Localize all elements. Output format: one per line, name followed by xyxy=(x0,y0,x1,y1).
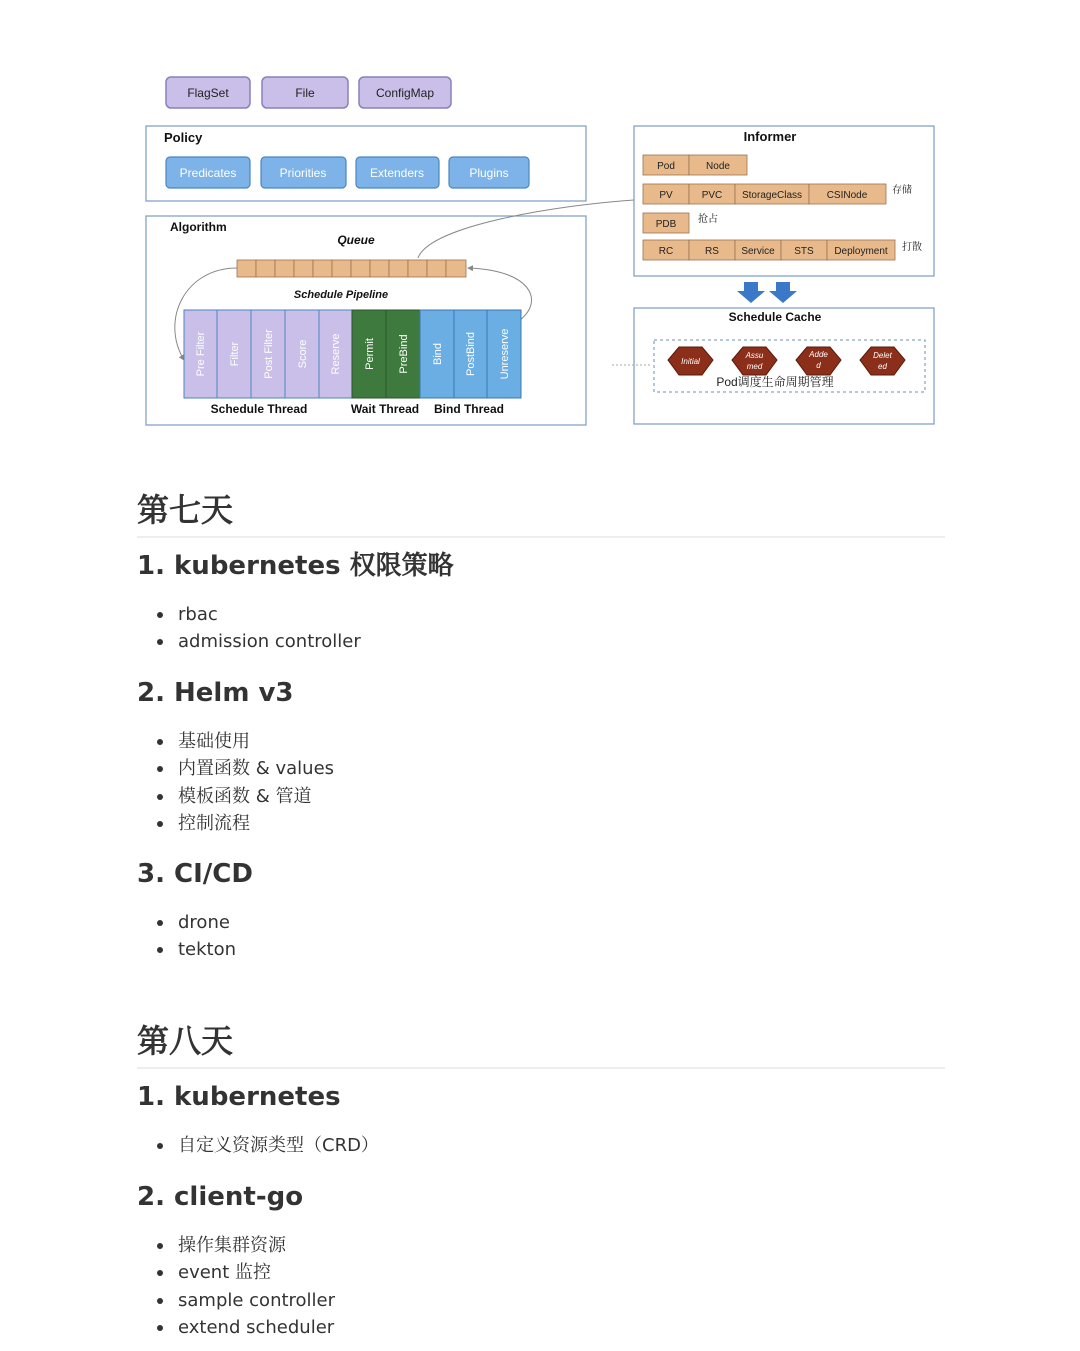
informer-pv: PV xyxy=(659,190,673,201)
priorities-button: Priorities xyxy=(279,166,327,180)
list-cicd xyxy=(137,909,236,964)
schedule-pipeline-label: Schedule Pipeline xyxy=(293,289,389,301)
section-heading-day8: 第八天 xyxy=(137,1021,945,1069)
queue-label: Queue xyxy=(337,233,375,247)
list-helm xyxy=(137,728,334,837)
policy-box xyxy=(146,126,586,201)
informer-node: Node xyxy=(706,161,730,172)
svg-text:d: d xyxy=(816,361,821,370)
list-kubernetes xyxy=(137,1132,379,1159)
stage-prebind: PreBind xyxy=(398,334,410,374)
svg-text:Delet: Delet xyxy=(873,351,892,360)
cache-caption: Pod调度生命周期管理 xyxy=(716,375,834,389)
down-arrows-icon xyxy=(737,282,797,303)
informer-preempt-note: 抢占 xyxy=(698,214,718,225)
informer-storageclass: StorageClass xyxy=(741,190,803,201)
list-item: tekton xyxy=(137,936,236,963)
informer-box xyxy=(634,126,934,276)
policy-title: Policy xyxy=(164,130,203,145)
stage-pre-filter: Pre Filter xyxy=(195,331,207,377)
svg-text:med: med xyxy=(746,362,763,371)
list-item: 基础使用 xyxy=(137,728,334,755)
subheading-kubernetes: 1. kubernetes xyxy=(137,1082,341,1112)
algorithm-title: Algorithm xyxy=(170,220,227,234)
stage-permit: Permit xyxy=(364,338,376,370)
stage-score: Score xyxy=(297,339,309,369)
list-item: 自定义资源类型（CRD） xyxy=(137,1132,379,1159)
list-k8s-permission xyxy=(137,601,361,656)
subheading-helm: 2. Helm v3 xyxy=(137,678,294,708)
list-item: admission controller xyxy=(137,628,361,655)
list-item: sample controller xyxy=(137,1287,335,1314)
file-button: File xyxy=(295,86,315,100)
algorithm-box xyxy=(146,200,634,425)
top-buttons xyxy=(166,77,451,108)
extenders-button: Extenders xyxy=(369,166,425,180)
wait-thread-label: Wait Thread xyxy=(350,402,420,416)
schedule-thread-label: Schedule Thread xyxy=(210,402,308,416)
informer-sts: STS xyxy=(794,246,814,257)
informer-title: Informer xyxy=(743,129,797,144)
flagset-button: FlagSet xyxy=(187,86,229,100)
svg-text:ed: ed xyxy=(878,362,887,371)
informer-rc: RC xyxy=(658,246,674,257)
informer-storage-note: 存储 xyxy=(892,185,912,196)
scheduler-architecture-diagram xyxy=(0,0,1080,440)
section-heading-day7: 第七天 xyxy=(137,490,945,538)
informer-rs: RS xyxy=(705,246,719,257)
schedule-cache-box xyxy=(612,308,934,424)
configmap-button: ConfigMap xyxy=(375,86,435,100)
svg-text:Adde: Adde xyxy=(809,350,828,359)
queue-slots xyxy=(237,260,466,277)
list-item: rbac xyxy=(137,601,361,628)
list-item: event 监控 xyxy=(137,1259,335,1286)
subheading-k8s-permission: 1. kubernetes 权限策略 xyxy=(137,551,454,581)
stage-unreserve: Unreserve xyxy=(499,328,511,380)
subheading-client-go: 2. client-go xyxy=(137,1182,304,1212)
stage-postbind: PostBind xyxy=(465,331,477,377)
subheading-cicd: 3. CI/CD xyxy=(137,859,253,889)
stage-post-filter: Post Filter xyxy=(263,329,275,379)
schedule-cache-title: Schedule Cache xyxy=(728,310,822,324)
predicates-button: Predicates xyxy=(179,166,237,180)
informer-pdb: PDB xyxy=(655,219,677,230)
stage-bind: Bind xyxy=(432,342,444,366)
list-client-go xyxy=(137,1232,335,1341)
list-item: 模板函数 & 管道 xyxy=(137,783,334,810)
stage-filter: Filter xyxy=(229,341,241,367)
list-item: 控制流程 xyxy=(137,810,334,837)
informer-pod: Pod xyxy=(657,161,675,172)
pipeline-stages xyxy=(184,310,521,398)
stage-reserve: Reserve xyxy=(330,333,342,375)
plugins-button: Plugins xyxy=(469,166,509,180)
svg-text:Assu: Assu xyxy=(745,351,764,360)
list-item: drone xyxy=(137,909,236,936)
informer-deployment: Deployment xyxy=(834,246,888,257)
list-item: extend scheduler xyxy=(137,1314,335,1341)
svg-text:Initial: Initial xyxy=(681,357,700,366)
informer-service: Service xyxy=(741,246,775,257)
informer-pvc: PVC xyxy=(701,190,723,201)
informer-spread-note: 打散 xyxy=(902,242,922,253)
list-item: 操作集群资源 xyxy=(137,1232,335,1259)
informer-csinode: CSINode xyxy=(826,190,868,201)
list-item: 内置函数 & values xyxy=(137,755,334,782)
bind-thread-label: Bind Thread xyxy=(433,402,505,416)
